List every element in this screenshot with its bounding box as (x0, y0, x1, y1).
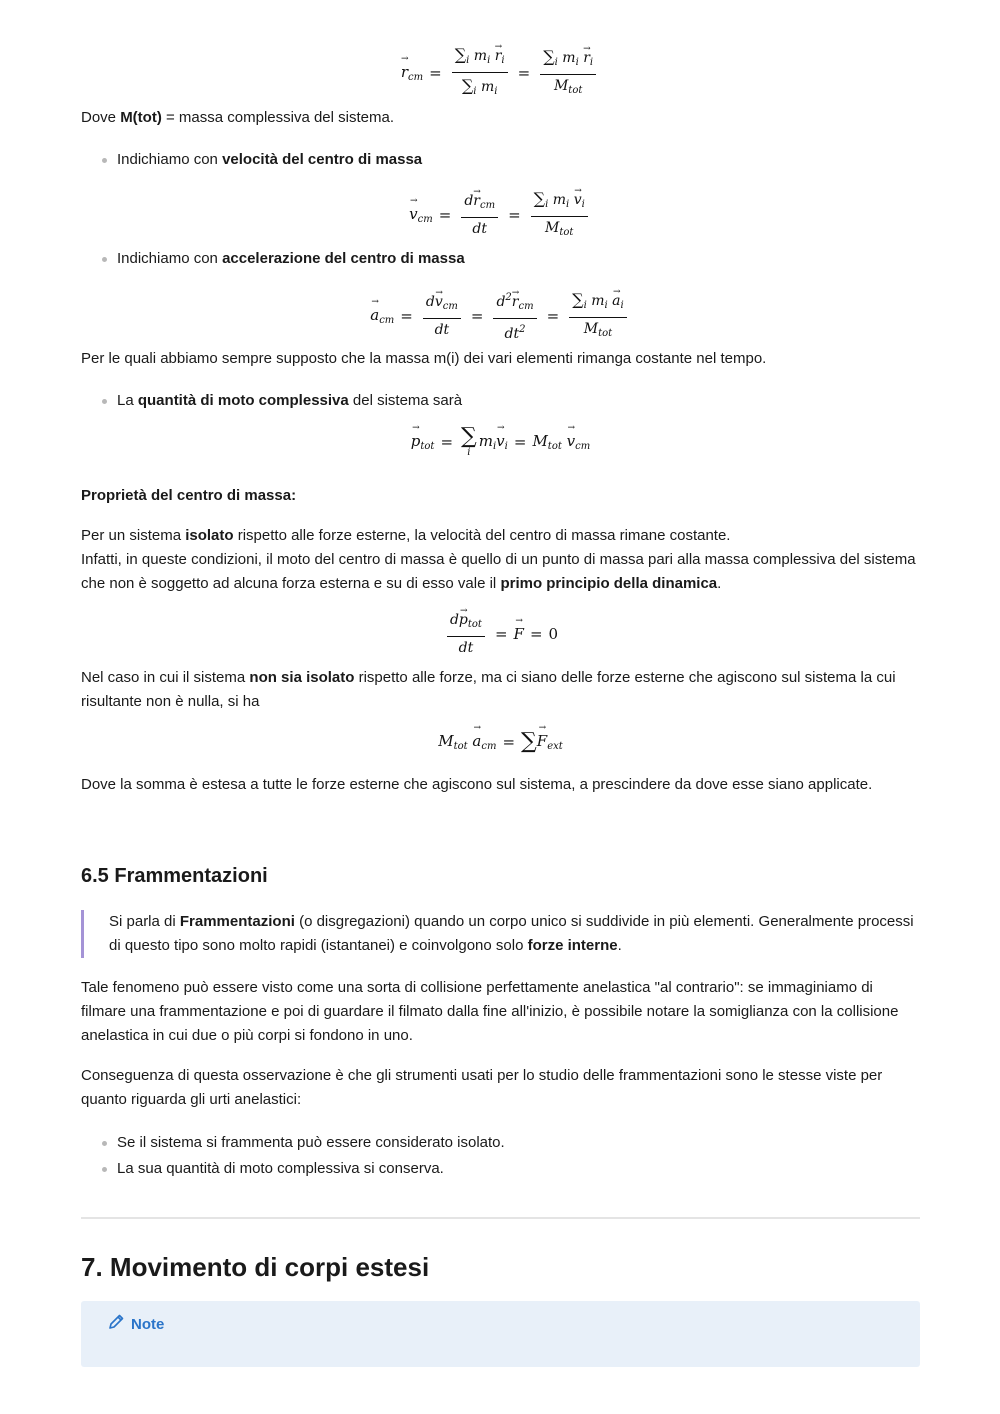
equation-acm: → $a_{cm}$ = $\frac{d\to v_{cm}}{dt}$ = $\frac{d^2\to r_{cm}}{dt^2}$ = $\frac{\sum_i m_i \to a_i}{M_{tot}}$ (81, 289, 920, 343)
heading-proprieta: Proprietà del centro di massa: (81, 487, 297, 504)
list-item: Se il sistema si frammenta può essere considerato isolato. (117, 1131, 505, 1155)
equation-sum-fext: $M_{tot} \to a_{cm}$ = ∑ → $F_{ext}$ (81, 731, 920, 753)
section-heading-7: 7. Movimento di corpi estesi (81, 1252, 430, 1282)
list-item: Indichiamo con accelerazione del centro di massa (117, 247, 465, 271)
paragraph-isolato: Per un sistema isolato rispetto alle forze esterne, la velocità del centro di massa rimane costante. (81, 527, 731, 544)
quote-text: Si parla di Frammentazioni (o disgregazioni) quando un corpo unico si suddivide in più elementi. Generalmente processi di questo tipo sono molto rapidi (istantanei) e coinvolgono solo forze interne. (109, 913, 914, 954)
equation-rcm: → $r_{cm}$ = $\frac{\sum_i m_i \to r_i}{\sum_i m_i}$ = $\frac{\sum_i m_i \to r_i}{M_{tot}}$ (81, 44, 920, 101)
equation-dptot: $\frac{d\to p_{tot}}{dt}$ = → F = 0 (81, 611, 920, 657)
paragraph-tale-fenomeno: Tale fenomeno può essere visto come una sorta di collisione perfettamente anelastica "al contrario": se immaginiamo di filmare una frammentazione e poi di guardare il filmato dalla fine all'inizio, è possibile notare la somiglianza con la collisione anelastica in cui due o più corpi si fondono in uno. (81, 979, 899, 1044)
paragraph-conseguenza: Conseguenza di questa osservazione è che gli strumenti usati per lo studio delle frammentazioni sono le stesse viste per quanto riguarda gli urti anelastici: (81, 1067, 883, 1108)
divider (81, 1217, 920, 1219)
list-item: La sua quantità di moto complessiva si conserva. (117, 1157, 444, 1181)
list-item: La quantità di moto complessiva del sistema sarà (117, 389, 462, 413)
paragraph-per-le-quali: Per le quali abbiamo sempre supposto che la massa m(i) dei vari elementi rimanga costante nel tempo. (81, 350, 767, 367)
paragraph-infatti: Infatti, in queste condizioni, il moto del centro di massa è quello di un punto di massa pari alla massa complessiva del sistema che non è soggetto ad alcuna forza esterna e su di esso vale il primo principio della dinamica. (81, 551, 916, 592)
paragraph-dove-somma: Dove la somma è estesa a tutte le forze esterne che agiscono sul sistema, a prescindere da dove esse siano applicate. (81, 776, 873, 793)
equation-vcm: → $v_{cm}$ = $\frac{d\to r_{cm}}{dt}$ = $\frac{\sum_i m_i \to v_i}{M_{tot}}$ (81, 188, 920, 242)
blockquote-frammentazioni (81, 910, 920, 958)
equation-ptot: → $p_{tot}$ = ∑ i $m_i\to v_i$ = $M_{tot} \to v_{cm}$ (81, 426, 920, 458)
note-title (107, 1313, 164, 1335)
paragraph-dove-mtot: Dove M(tot) = massa complessiva del sistema. (81, 109, 394, 126)
paragraph-non-isolato: Nel caso in cui il sistema non sia isolato rispetto alle forze, ma ci siano delle forze esterne che agiscono sul sistema la cui risultante non è nulla, si ha (81, 669, 896, 710)
note-label: Note (131, 1315, 165, 1333)
note-callout (81, 1301, 920, 1367)
pencil-icon (107, 1313, 131, 1335)
section-heading-6-5: 6.5 Frammentazioni (81, 865, 268, 887)
list-item: Indichiamo con velocità del centro di massa (117, 148, 422, 172)
